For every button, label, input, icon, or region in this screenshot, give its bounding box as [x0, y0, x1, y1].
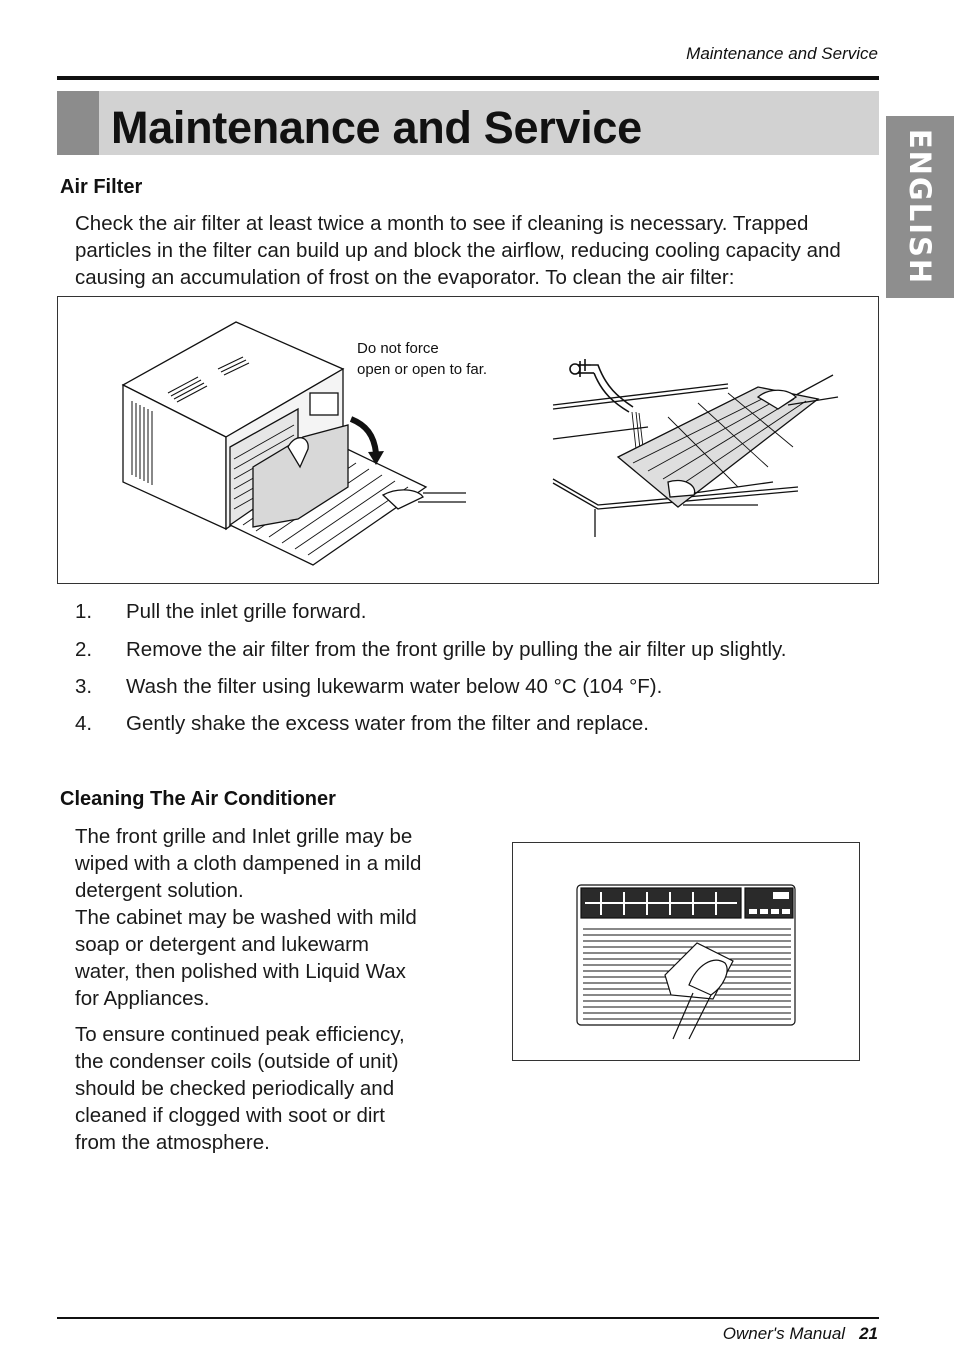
- filter-note-line-2: open or open to far.: [357, 361, 488, 378]
- language-tab: [886, 116, 954, 298]
- step-number: 1.: [75, 600, 93, 623]
- cleaning-line: cleaned if clogged with soot or dirt: [75, 1104, 385, 1127]
- language-tab-label: ENGLISH: [903, 128, 937, 286]
- cleaning-line: The front grille and Inlet grille may be: [75, 825, 413, 848]
- step-text: Wash the filter using lukewarm water below 40 °C (104 °F).: [126, 675, 663, 698]
- cleaning-line: The cabinet may be washed with mild: [75, 906, 417, 929]
- cleaning-line: To ensure continued peak efficiency,: [75, 1023, 405, 1046]
- step-text: Gently shake the excess water from the filter and replace.: [126, 712, 650, 735]
- footer-manual-label: Owner's Manual: [722, 1324, 846, 1343]
- step-number: 3.: [75, 675, 93, 698]
- cleaning-line: the condenser coils (outside of unit): [75, 1050, 399, 1073]
- header-rule: [57, 76, 879, 80]
- air-filter-heading: Air Filter: [60, 176, 143, 198]
- ac-cleaning-figure: [512, 842, 860, 1061]
- cleaning-paragraph-2: [75, 1021, 495, 1156]
- cleaning-line: should be checked periodically and: [75, 1077, 395, 1100]
- filter-note-line-1: Do not force: [357, 340, 439, 357]
- cleaning-line: detergent solution.: [75, 879, 244, 902]
- cleaning-heading: Cleaning The Air Conditioner: [60, 788, 336, 810]
- step-number: 4.: [75, 712, 93, 735]
- cleaning-paragraph-1: [75, 823, 495, 1012]
- footer-rule: [57, 1317, 879, 1319]
- step-text: Remove the air filter from the front grille by pulling the air filter up slightly.: [126, 638, 787, 661]
- cleaning-line: water, then polished with Liquid Wax: [75, 960, 406, 983]
- filter-figure-note: [357, 338, 487, 380]
- page-title: Maintenance and Service: [111, 102, 642, 153]
- title-accent: [57, 91, 99, 155]
- cleaning-line: soap or detergent and lukewarm: [75, 933, 370, 956]
- running-header: Maintenance and Service: [686, 44, 878, 63]
- cleaning-line: wiped with a cloth dampened in a mild: [75, 852, 422, 875]
- ac-cleaning-illustration: [513, 843, 859, 1060]
- page-footer: [723, 1324, 878, 1344]
- cleaning-line: for Appliances.: [75, 987, 210, 1010]
- step-number: 2.: [75, 638, 93, 661]
- page-number: 21: [859, 1324, 878, 1343]
- step-text: Pull the inlet grille forward.: [126, 600, 367, 623]
- cleaning-line: from the atmosphere.: [75, 1131, 270, 1154]
- air-filter-intro: Check the air filter at least twice a month to see if cleaning is necessary. Trapped particles in the filter can build up and block the airflow, reducing cooling capacity and causing an accumulation of frost on the evaporator. To clean the air filter:: [75, 212, 841, 289]
